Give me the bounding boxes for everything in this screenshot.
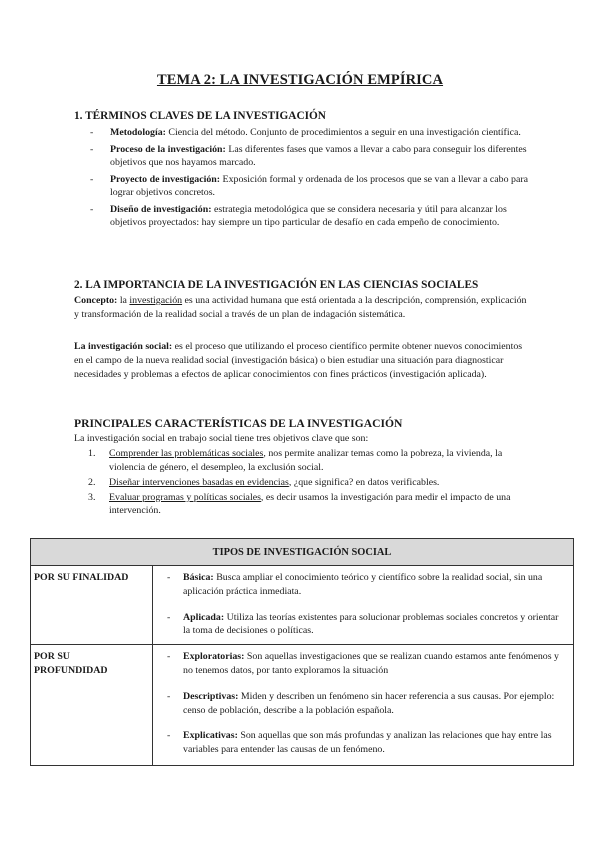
dash-bullet: - [167,611,171,623]
term-text: Exposición formal y ordenada de los procesos que se van a llevar a cabo para lograr objetivos concretos. [110,173,529,199]
cell-list-item [153,571,573,599]
table-row [31,645,574,766]
item-number: 3. [88,491,96,503]
item-number: 2. [88,476,96,488]
list-item [74,173,534,200]
objective-text: , nos permite analizar temas como la pobreza, la vivienda, la violencia de género, el desempleo, la exclusión social. [109,448,503,473]
cell-list-item [153,729,573,757]
dash-bullet: - [167,572,171,583]
term-label: Diseño de investigación: [110,203,212,215]
dash-bullet: - [167,651,171,663]
type-text: Son aquellas investigaciones que se realizan cuando estamos ante fenómenos y no tenemos datos, por tanto exploramos la situación [183,651,559,676]
row-label: POR SU FINALIDAD [31,566,153,645]
social-text: es el proceso que utilizando el proceso científico permite obtener nuevos conocimientos en el campo de la nueva realidad social (investigación básica) o bien estudiar una situación para diagnosticar necesidades y problemas a efectos de aplicar conocimientos con fines prácticos (investigación aplicada). [74,341,523,381]
dash-bullet: - [90,173,94,185]
concept-label: Concepto: [74,295,118,306]
section-1-heading: 1. TÉRMINOS CLAVES DE LA INVESTIGACIÓN [74,110,326,122]
objectives-list [74,447,534,519]
table-row [31,566,574,645]
dash-bullet: - [90,203,94,215]
type-text: Utiliza las teorías existentes para solucionar problemas sociales concretos y orientar la toma de decisiones o políticas. [183,611,559,637]
list-item [74,126,534,139]
key-terms-list [74,126,534,233]
research-types-table [30,538,574,766]
type-label: Exploratorias: [183,651,245,663]
dash-bullet: - [167,730,171,742]
term-label: Proceso de la investigación: [110,143,226,155]
concept-pre: la [117,295,130,306]
row-label-text: POR SU PROFUNDIDAD [34,651,108,677]
concept-term: investigación [129,295,183,306]
cell-list-item [153,611,573,639]
document-title: TEMA 2: LA INVESTIGACIÓN EMPÍRICA [156,72,444,88]
dash-bullet: - [90,143,94,155]
objective-title: Diseñar intervenciones basadas en evidencias [109,476,289,488]
term-text: estrategia metodológica que se considera necesaria y útil para alcanzar los objetivos proyectados: hay siempre un tipo particular de desafío en cada empeño de conocimiento. [110,203,507,229]
list-item [74,476,534,490]
social-label: La investigación social: [74,341,173,352]
objective-title: Comprender las problemáticas sociales [109,448,264,459]
list-item [74,143,534,170]
row-content [153,645,574,766]
row-label [31,645,153,766]
type-label: Explicativas: [183,730,238,742]
list-item [74,491,534,518]
term-text: Las diferentes fases que vamos a llevar a cabo para conseguir los diferentes objetivos que nos hayamos marcado. [110,143,527,169]
item-number: 1. [88,448,96,459]
table-header: TIPOS DE INVESTIGACIÓN SOCIAL [31,539,574,566]
section-2-heading: 2. LA IMPORTANCIA DE LA INVESTIGACIÓN EN LAS CIENCIAS SOCIALES [74,279,479,291]
list-item [74,203,534,230]
dash-bullet: - [167,690,171,702]
concept-text: es una actividad humana que está orientada a la descripción, comprensión, explicación y transformación de la realidad social a través de un plan de indagación sistemática. [74,295,527,321]
type-text: Miden y describen un fenómeno sin hacer referencia a sus causas. Por ejemplo: censo de población, describe a la población española. [183,690,555,716]
type-label: Básica: [183,572,214,583]
concept-paragraph [74,294,532,322]
term-label: Proyecto de investigación: [110,173,221,185]
social-research-paragraph [74,340,532,383]
type-text: Busca ampliar el conocimiento teórico y científico sobre la realidad social, sin una aplicación práctica inmediata. [183,572,543,597]
term-label: Metodología: [110,127,166,138]
row-content [153,566,574,645]
objective-title: Evaluar programas y políticas sociales [109,491,261,503]
list-item [74,447,534,474]
objectives-intro: La investigación social en trabajo social tiene tres objetivos clave que son: [74,433,369,444]
type-label: Aplicada: [183,611,225,623]
section-3-heading: PRINCIPALES CARACTERÍSTICAS DE LA INVESTIGACIÓN [74,417,403,430]
objective-text: , ¿que significa? en datos verificables. [288,476,440,488]
dash-bullet: - [90,127,94,138]
type-text: Son aquellas que son más profundas y analizan las relaciones que hay entre las variables para entender las causas de un fenómeno. [183,730,552,756]
objective-text: , es decir usamos la investigación para medir el impacto de una intervención. [109,491,511,517]
type-label: Descriptivas: [183,690,239,702]
cell-list-item [153,650,573,678]
term-text: Ciencia del método. Conjunto de procedimientos a seguir en una investigación científica. [165,127,521,138]
cell-list-item [153,690,573,718]
